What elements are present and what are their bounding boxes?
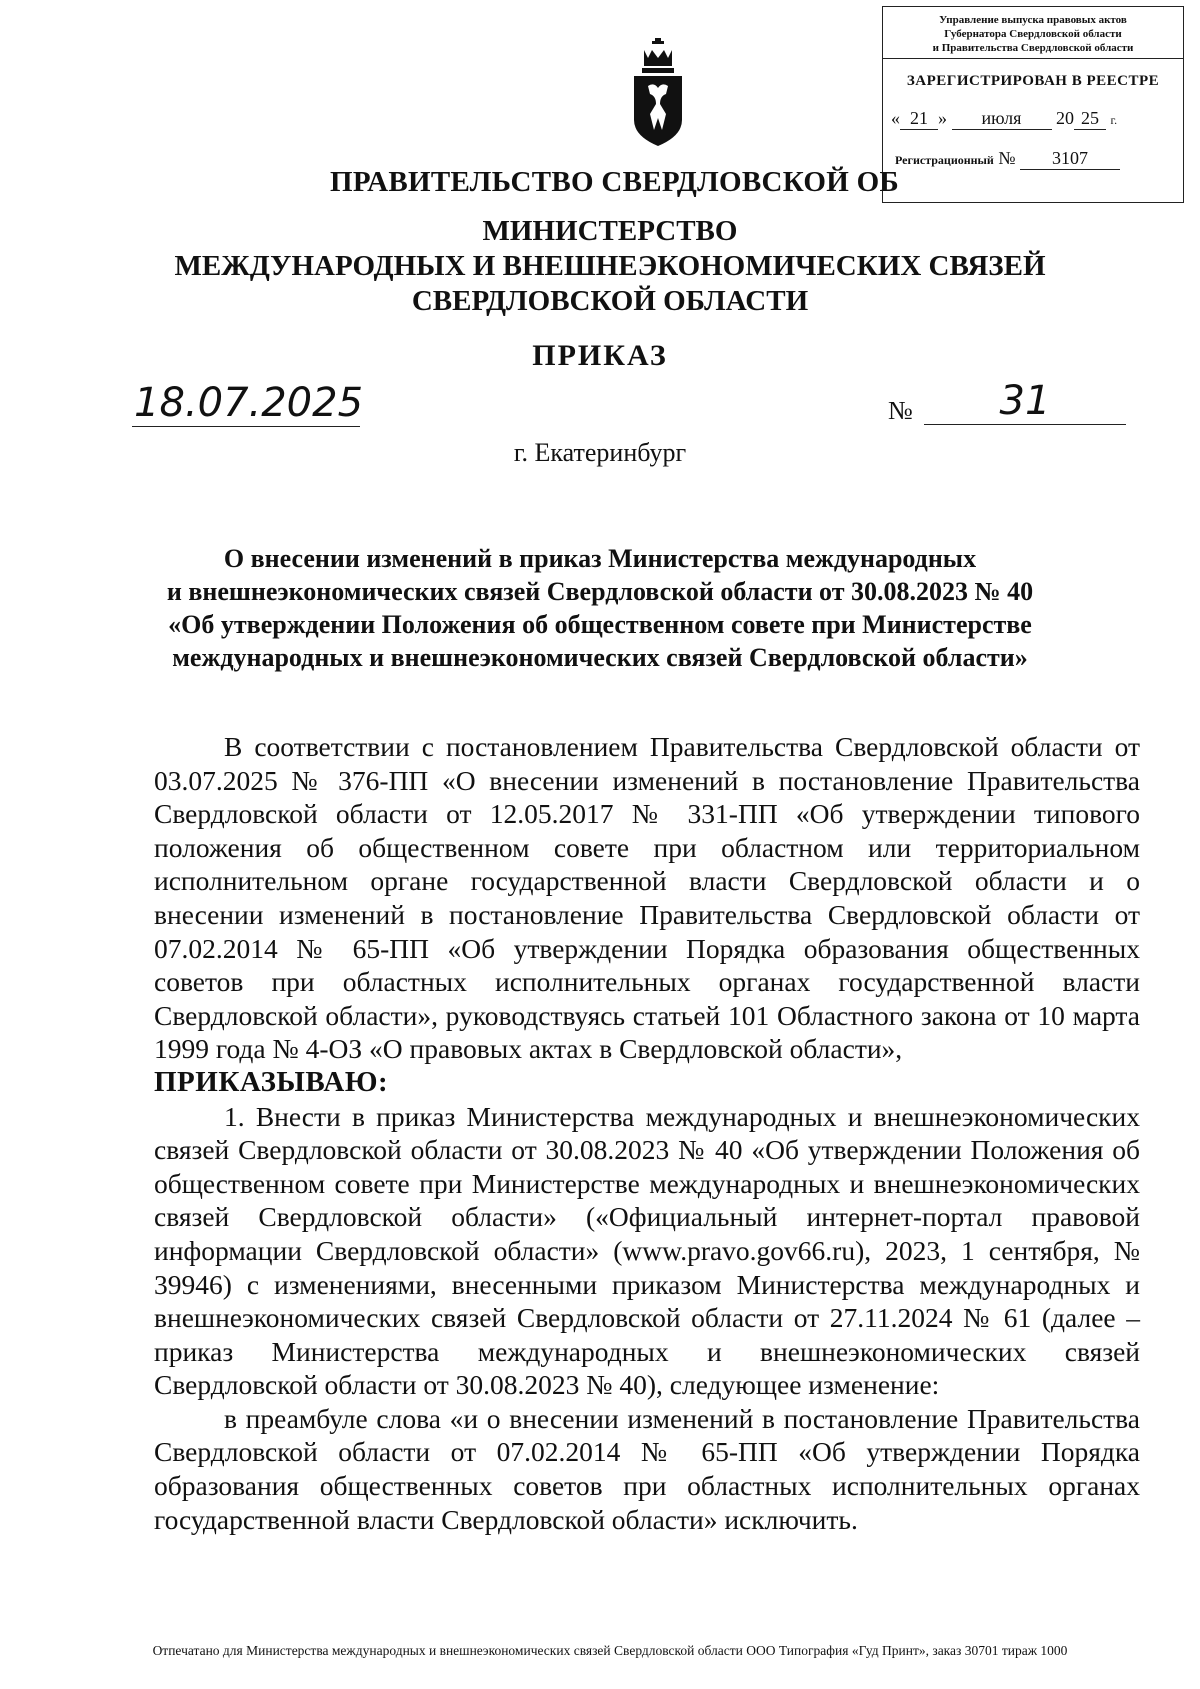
stamp-header-line: и Правительства Свердловской области — [932, 42, 1134, 54]
stamp-header — [883, 7, 1183, 59]
item-1-paragraph: 1. Внести в приказ Министерства международных и внешнеэкономических связей Свердловской области от 30.08.2023 № 40 «Об утверждении Положения об общественном совете при Министерстве международных и внешнеэкономических связей Свердловской области» («Официальный интернет-портал правовой информации Свердловской области» (www.pravo.gov66.ru), 2023, 1 сентября, № 39946) с изменениями, внесенными приказом Министерства международных и внешнеэкономических связей Свердловской области от 27.11.2024 № 61 (далее – приказ Министерства международных и внешнеэкономических связей Свердловской области от 30.08.2023 № 40), следующее изменение: — [154, 1100, 1140, 1401]
order-word: ПРИКАЗЫВАЮ: — [154, 1065, 389, 1098]
title-line: О внесении изменений в приказ Министерства международных — [223, 544, 977, 573]
title-line: «Об утверждении Положения об общественном совете при Министерстве — [168, 610, 1032, 639]
stamp-reg-number: 3107 — [1020, 148, 1120, 170]
document-title — [140, 542, 1060, 674]
handwritten-date: 18.07.2025 — [134, 380, 364, 426]
coat-of-arms-icon — [630, 38, 686, 148]
stamp-header-line: Губернатора Свердловской области — [944, 28, 1122, 40]
number-label: № — [888, 396, 913, 425]
stamp-date — [883, 108, 1183, 130]
ministry-heading — [150, 214, 1070, 319]
ministry-line: СВЕРДЛОВСКОЙ ОБЛАСТИ — [411, 285, 809, 317]
stamp-month: июля — [952, 108, 1052, 130]
stamp-year-prefix: 20 — [1056, 108, 1074, 128]
handwritten-number: 31 — [924, 378, 1126, 425]
stamp-year-abbr: г. — [1110, 113, 1118, 127]
document-body — [154, 730, 1140, 1536]
stamp-header-line: Управление выпуска правовых актов — [939, 14, 1127, 26]
stamp-reg-number-row — [883, 148, 1183, 170]
city: г. Екатеринбург — [513, 438, 687, 467]
stamp-open-quote: « — [891, 108, 900, 128]
ministry-line: МЕЖДУНАРОДНЫХ И ВНЕШНЕЭКОНОМИЧЕСКИХ СВЯЗЕЙ — [174, 250, 1046, 282]
stamp-year-suffix: 25 — [1074, 108, 1106, 130]
print-footer: Отпечатано для Министерства международных и внешнеэкономических связей Свердловской области ООО Типография «Гуд Принт», заказ 30701 тираж 1000 — [152, 1643, 1068, 1658]
stamp-day: 21 — [900, 108, 938, 130]
title-line: международных и внешнеэкономических связей Свердловской области» — [172, 643, 1028, 672]
government-heading: ПРАВИТЕЛЬСТВО СВЕРДЛОВСКОЙ ОБ — [330, 166, 899, 198]
stamp-close-quote: » — [938, 108, 947, 128]
item-1-detail-paragraph: в преамбуле слова «и о внесении изменений в постановление Правительства Свердловской области от 07.02.2014 № 65-ПП «Об утверждении Порядка образования общественных советов при областных исполнительных органах государственной власти Свердловской области» исключить. — [154, 1402, 1140, 1535]
preamble-paragraph: В соответствии с постановлением Правительства Свердловской области от 03.07.2025 № 376-ПП «О внесении изменений в постановление Правительства Свердловской области от 12.05.2017 № 331-ПП «Об утверждении типового положения об общественном совете при областном или территориальном исполнительном органе государственной власти Свердловской области и о внесении изменений в постановление Правительства Свердловской области от 07.02.2014 № 65-ПП «Об утверждении Порядка образования общественных советов при областных исполнительных органах государственной власти Свердловской области», руководствуясь статьей 101 Областного закона от 10 марта 1999 года № 4-ОЗ «О правовых актах в Свердловской области», — [154, 731, 1140, 1065]
registration-stamp — [882, 6, 1184, 203]
stamp-registered-label: ЗАРЕГИСТРИРОВАН В РЕЕСТРЕ — [906, 73, 1160, 89]
document-type: ПРИКАЗ — [532, 339, 668, 372]
ministry-line: МИНИСТЕРСТВО — [482, 215, 738, 247]
stamp-reg-label: Регистрационный — [895, 153, 994, 167]
stamp-no-sign: № — [998, 148, 1016, 168]
title-line: и внешнеэкономических связей Свердловской области от 30.08.2023 № 40 — [166, 577, 1034, 606]
